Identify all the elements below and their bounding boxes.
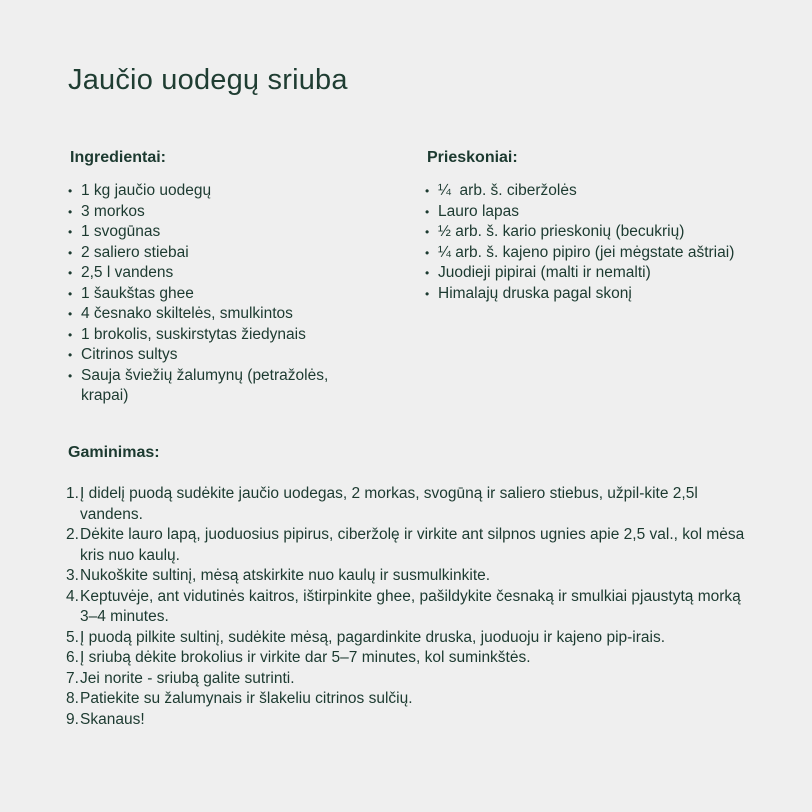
list-item: • ¼ arb. š. ciberžolės [425,181,755,202]
step-text: Nukoškite sultinį, mėsą atskirkite nuo kaulų ir susmulkinkite. [80,567,491,584]
list-item: • 1 brokolis, suskirstytas žiedynais [68,325,398,346]
step-number: 2. [66,526,79,543]
list-item [66,484,756,525]
step-text: Patiekite su žalumynais ir šlakeliu citrinos sulčių. [80,690,413,707]
spices-heading: Prieskoniai: [427,149,518,166]
step-text: Keptuvėje, ant vidutinės kaitros, ištirpinkite ghee, pašildykite česnaką ir smulkiai pjaustytą morką 3–4 minutes. [80,587,741,625]
step-number: 8. [66,690,79,707]
list-item: • ¼ arb. š. kajeno pipiro (jei mėgstate aštriai) [425,243,738,264]
list-item: • ½ arb. š. kario prieskonių (becukrių) [425,222,755,243]
list-item: • 3 morkos [68,202,398,223]
step-text: Jei norite - sriubą galite sutrinti. [80,669,295,687]
step-text: Į sriubą dėkite brokolius ir virkite dar 5–7 minutes, kol suminkštės. [80,649,531,666]
list-item: • 4 česnako skiltelės, smulkintos [68,304,398,325]
method-section [66,444,756,730]
step-number: 3. [66,567,79,584]
list-item [66,710,756,731]
list-item: • Himalajų druska pagal skonį [425,284,755,305]
ingredients-section [68,149,398,407]
list-item [66,648,756,669]
method-steps [66,484,756,730]
list-item [66,628,756,649]
page-title: Jaučio uodegų sriuba [68,64,348,96]
list-item: • Citrinos sultys [68,345,398,366]
step-text: Skanaus! [80,710,145,728]
step-text: Į puodą pilkite sultinį, sudėkite mėsą, pagardinkite druska, juoduoju ir kajeno pip-irais. [80,628,666,646]
list-item [66,566,756,587]
list-item [66,669,756,690]
list-item [66,689,756,710]
list-item: • 2 saliero stiebai [68,243,398,264]
step-number: 9. [66,710,79,728]
ingredients-list [68,181,398,407]
method-heading: Gaminimas: [68,444,160,461]
list-item: • Lauro lapas [425,202,755,223]
step-number: 7. [66,669,79,687]
list-item: • 1 kg jaučio uodegų [68,181,398,202]
step-text: Į didelį puodą sudėkite jaučio uodegas, 2 morkas, svogūną ir saliero stiebus, užpil-kite 2,5l vandens. [80,485,698,523]
ingredients-heading: Ingredientai: [70,149,167,166]
list-item [66,587,756,628]
spices-section [425,149,755,304]
list-item [66,525,756,566]
step-number: 4. [66,587,79,605]
list-item: • Sauja šviežių žalumynų (petražolės, krapai) [68,366,366,407]
list-item: • Juodieji pipirai (malti ir nemalti) [425,263,755,284]
list-item: • 2,5 l vandens [68,263,398,284]
spices-list [425,181,755,304]
step-number: 6. [66,649,79,666]
step-text: Dėkite lauro lapą, juoduosius pipirus, ciberžolę ir virkite ant silpnos ugnies apie 2,5 val., kol mėsa kris nuo kaulų. [80,526,745,564]
step-number: 1. [66,485,79,502]
step-number: 5. [66,628,79,646]
list-item: • 1 šaukštas ghee [68,284,398,305]
list-item: • 1 svogūnas [68,222,398,243]
